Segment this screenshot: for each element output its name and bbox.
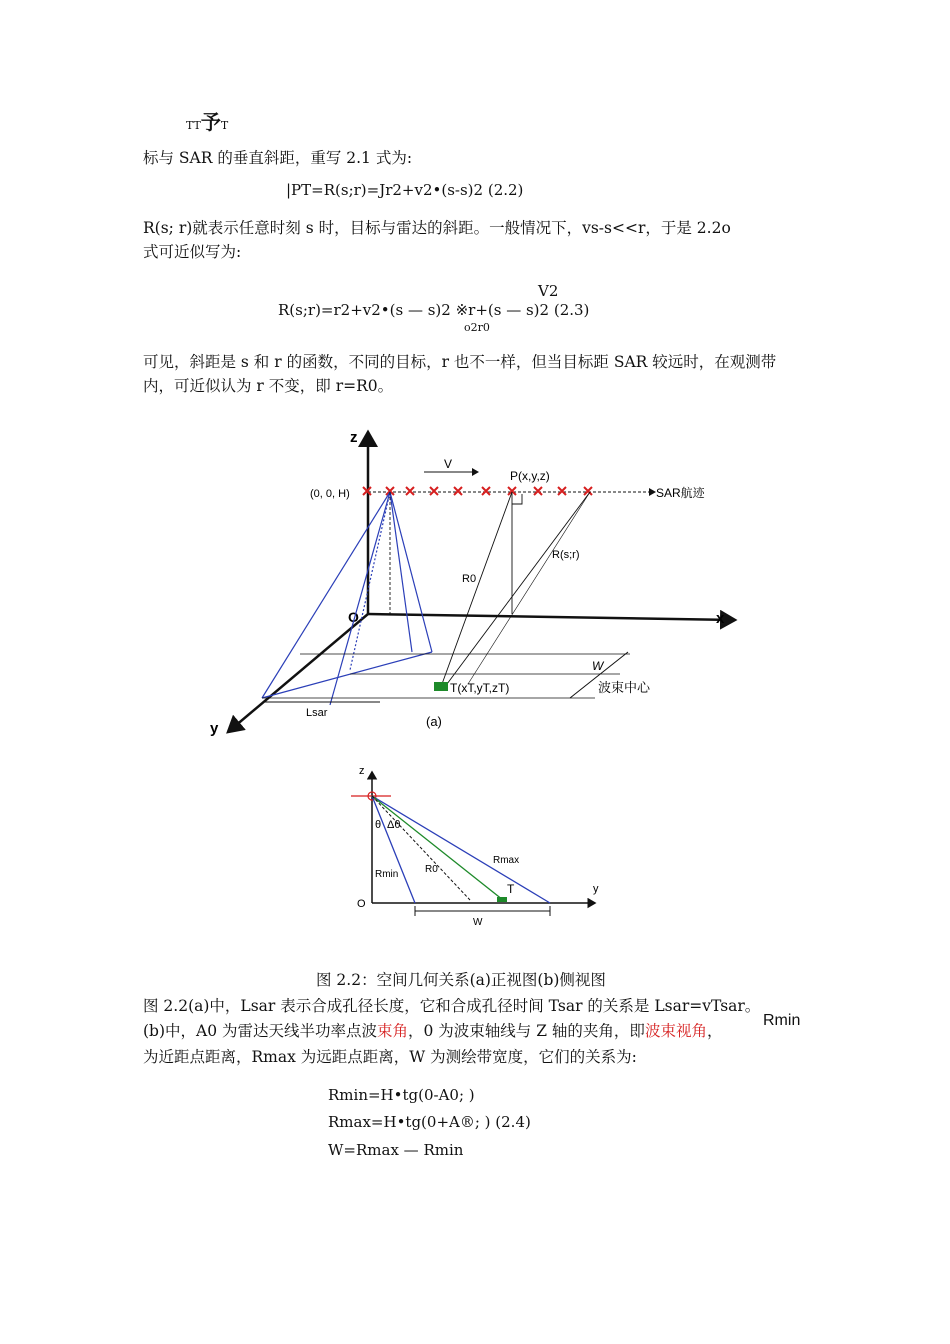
origin-top-label: (0, 0, H) — [310, 488, 350, 500]
paragraph-2-line-1: R(s; r)就表示任意时刻 s 时，目标与雷达的斜距。一般情况下，vs-s<<r，于是 2.2o — [143, 219, 731, 237]
header-fragment — [186, 113, 228, 136]
equation-2-3: R(s;r)=r2+v2•(s — s)2 ※r+(s — s)2 (2.3) — [278, 301, 590, 319]
theta-label: θ — [375, 819, 382, 831]
figure-a-label: (a) — [426, 714, 442, 729]
origin-label: O — [348, 609, 359, 625]
rmin-floating-label: Rmin — [763, 1012, 801, 1029]
paragraph-4-line-2-a: (b)中，A0 为雷达天线半功率点波 — [143, 1022, 377, 1040]
figure-b-diagram — [345, 760, 615, 930]
target-label-b: T — [507, 882, 515, 896]
paragraph-4-line-3: 为近距点距离，Rmax 为远距点距离，W 为测绘带宽度，它们的关系为: — [143, 1048, 637, 1066]
target-marker — [434, 682, 448, 691]
figure-a-diagram — [200, 420, 760, 750]
figure-caption: 图 2.2：空间几何关系(a)正视图(b)侧视图 — [316, 971, 606, 989]
paragraph-4-line-2-c: ， — [706, 1022, 723, 1040]
y-axis — [228, 614, 368, 732]
ground-swath — [262, 654, 630, 698]
lsar-label: Lsar — [306, 707, 328, 719]
target-marker-b — [497, 897, 507, 902]
rmin-label-b: Rmin — [375, 869, 399, 880]
z-axis-label-b: z — [359, 765, 365, 777]
r0-line — [372, 796, 470, 900]
y-axis-label-b: y — [593, 883, 599, 895]
equation-2-4-line-1: Rmin=H•tg(0-A0; ) — [328, 1086, 475, 1104]
equation-2-4-line-3: W=Rmax — Rmin — [328, 1141, 464, 1159]
equation-2-3-subscript: o2r0 — [464, 321, 490, 334]
header-post: T — [220, 119, 229, 132]
paragraph-3-line-1: 可见，斜距是 s 和 r 的函数，不同的目标，r 也不一样，但当目标距 SAR 较远时，在观测带 — [143, 353, 777, 371]
dtheta-label: Δθ — [387, 819, 401, 831]
paragraph-4-line-1: 图 2.2(a)中，Lsar 表示合成孔径长度，它和合成孔径时间 Tsar 的关系是 Lsar=vTsar。 — [143, 997, 761, 1015]
target-label: T(xT,yT,zT) — [450, 681, 510, 695]
x-axis-label: x — [716, 610, 725, 627]
r0-label-b: R0 — [425, 864, 438, 875]
swath-width-label: W — [592, 659, 604, 673]
equation-2-3-superscript: V2 — [538, 282, 559, 300]
y-axis-label: y — [210, 720, 219, 737]
point-p-label: P(x,y,z) — [510, 469, 550, 483]
sar-position-markers — [363, 487, 592, 495]
origin-label-b: O — [357, 898, 366, 910]
w-label-b: W — [473, 917, 483, 928]
velocity-label: V — [444, 457, 453, 471]
paragraph-1: 标与 SAR 的垂直斜距，重写 2.1 式为: — [143, 149, 413, 167]
beam-view-angle-term: 波束视角 — [644, 1022, 707, 1040]
equation-2-2: |PT=R(s;r)=Jr2+v2•(s-s)2 (2.2) — [286, 181, 524, 199]
beam-axis — [372, 796, 503, 900]
rmax-label-b: Rmax — [493, 855, 520, 866]
paragraph-2-line-2: 式可近似写为: — [143, 243, 242, 261]
rmin-beam — [372, 796, 415, 903]
r0-label: R0 — [462, 573, 477, 585]
equation-2-4-line-2: Rmax=H•tg(0+A®; ) (2.4) — [328, 1113, 531, 1131]
beam-center-label: 波束中心 — [598, 680, 651, 695]
slant-range-label: R(s;r) — [552, 549, 580, 561]
paragraph-4-line-2-b: ，0 为波束轴线与 Z 轴的夹角，即 — [408, 1022, 645, 1040]
header-pre: TT — [186, 119, 201, 132]
sar-track-label: SAR航迹 — [656, 486, 705, 500]
header-glyph: 予 — [200, 112, 221, 134]
beam-pyramid — [262, 492, 432, 705]
z-axis-label: z — [350, 429, 358, 446]
paragraph-3-line-2: 内，可近似认为 r 不变，即 r=R0。 — [143, 377, 394, 395]
rmax-beam — [372, 796, 550, 903]
paragraph-4-line-2 — [143, 1021, 722, 1041]
beam-angle-term: 束角 — [377, 1022, 409, 1040]
